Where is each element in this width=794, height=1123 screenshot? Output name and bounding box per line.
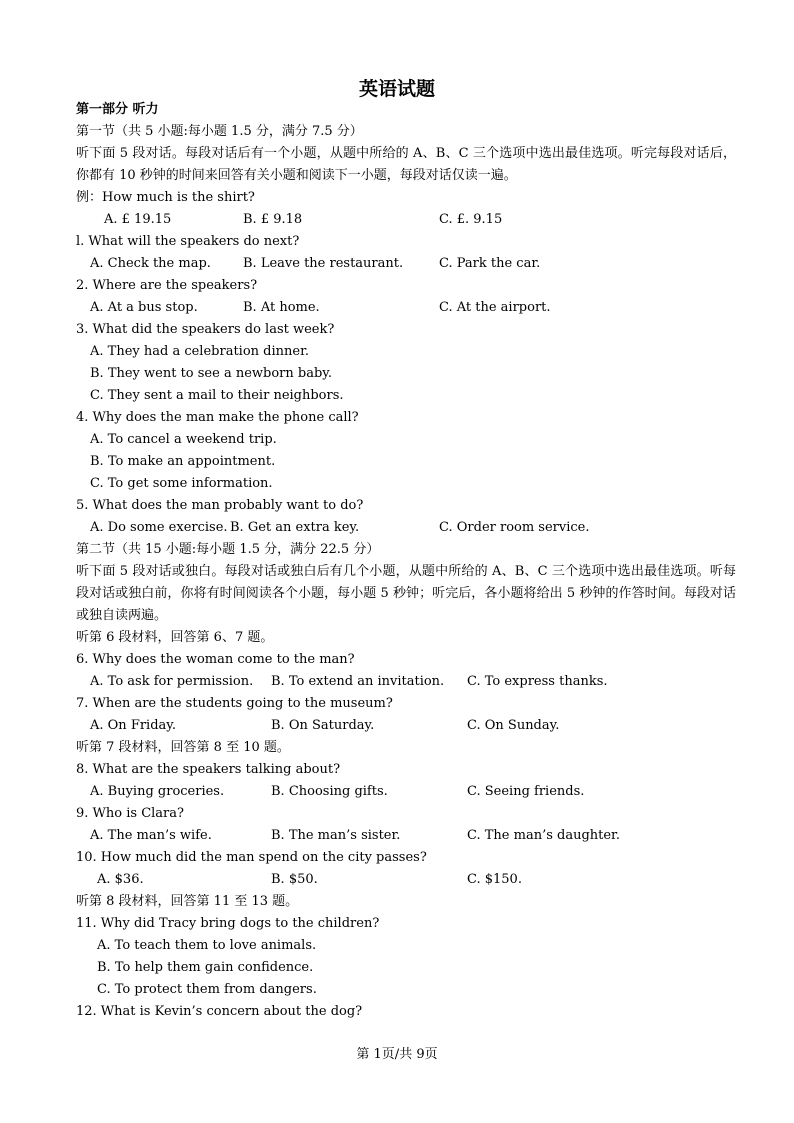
question-options — [76, 671, 736, 693]
option-b: B. Choosing gifts. — [271, 784, 388, 799]
option-b: B. To make an appointment. — [90, 454, 276, 469]
option-c: C. On Sunday. — [467, 718, 560, 733]
option-b: B. On Saturday. — [271, 718, 375, 733]
option-a: A. Buying groceries. — [90, 784, 225, 799]
page-number: 第 1页/共 9页 — [356, 1047, 438, 1062]
option-a: A. To cancel a weekend trip. — [90, 432, 277, 447]
option-b: B. £ 9.18 — [243, 212, 303, 227]
question-options — [76, 869, 736, 891]
example-options — [76, 209, 736, 231]
question-options — [76, 825, 736, 847]
material-note: 听第 6 段材料，回答第 6、7 题。 — [76, 630, 274, 645]
question-stem: 11. Why did Tracy bring dogs to the children? — [76, 916, 380, 931]
section-heading: 第一节（共 5 小题:每小题 1.5 分，满分 7.5 分） — [76, 124, 363, 139]
question-stem: 5. What does the man probably want to do? — [76, 498, 364, 513]
option-b: B. At home. — [243, 300, 320, 315]
option-c: C. At the airport. — [439, 300, 551, 315]
question-stem: 4. Why does the man make the phone call? — [76, 410, 359, 425]
option-c: C. $150. — [467, 872, 522, 887]
option-a: A. At a bus stop. — [90, 300, 198, 315]
option-a: A. Do some exercise. — [90, 520, 228, 535]
option-c: C. Seeing friends. — [467, 784, 585, 799]
material-note: 听第 7 段材料，回答第 8 至 10 题。 — [76, 740, 290, 755]
option-a: A. £ 19.15 — [104, 212, 172, 227]
part-heading: 第一部分 听力 — [76, 102, 159, 117]
option-c: C. £. 9.15 — [439, 212, 503, 227]
section-instructions: 听下面 5 段对话。每段对话后有一个小题，从题中所给的 A、B、C 三个选项中选出最佳选项。听完每段对话后，你都有 10 秒钟的时间来回答有关小题和阅读下一小题，每段对话仅读一遍。 — [76, 146, 736, 183]
section-heading: 第二节（共 15 小题:每小题 1.5 分，满分 22.5 分） — [76, 542, 380, 557]
question-stem: 9. Who is Clara? — [76, 806, 184, 821]
option-a: A. $36. — [97, 872, 144, 887]
option-b: B. $50. — [271, 872, 318, 887]
option-c: C. Park the car. — [439, 256, 541, 271]
option-b: B. Leave the restaurant. — [243, 256, 404, 271]
question-stem: 10. How much did the man spend on the city passes? — [76, 850, 427, 865]
option-c: C. To get some information. — [90, 476, 273, 491]
option-b: B. The man’s sister. — [271, 828, 401, 843]
section-instructions: 听下面 5 段对话或独白。每段对话或独白后有几个小题，从题中所给的 A、B、C 三个选项中选出最佳选项。听每段对话或独白前，你将有时间阅读各个小题，每小题 5 秒钟；听完后，各小题将给出 5 秒钟的作答时间。每段对话或独自读两遍。 — [76, 564, 736, 623]
question-stem: 2. Where are the speakers? — [76, 278, 258, 293]
option-c: C. The man’s daughter. — [467, 828, 620, 843]
question-options — [76, 715, 736, 737]
option-b: B. To help them gain confidence. — [97, 960, 314, 975]
material-note: 听第 8 段材料，回答第 11 至 13 题。 — [76, 894, 299, 909]
exam-content — [76, 99, 736, 1023]
option-a: A. On Friday. — [90, 718, 177, 733]
option-b: B. Get an extra key. — [230, 520, 360, 535]
question-options — [76, 517, 736, 539]
question-stem: 7. When are the students going to the museum? — [76, 696, 393, 711]
question-options — [76, 297, 736, 319]
option-a: A. To teach them to love animals. — [97, 938, 317, 953]
question-stem: 6. Why does the woman come to the man? — [76, 652, 355, 667]
question-stem: 3. What did the speakers do last week? — [76, 322, 335, 337]
question-options — [76, 781, 736, 803]
option-b: B. To extend an invitation. — [271, 674, 445, 689]
example-stem: 例：How much is the shirt? — [76, 190, 255, 205]
option-a: A. Check the map. — [90, 256, 211, 271]
option-a: A. The man’s wife. — [90, 828, 212, 843]
option-a: A. They had a celebration dinner. — [90, 344, 309, 359]
option-b: B. They went to see a newborn baby. — [90, 366, 333, 381]
option-c: C. They sent a mail to their neighbors. — [90, 388, 344, 403]
option-a: A. To ask for permission. — [90, 674, 254, 689]
option-c: C. To protect them from dangers. — [97, 982, 317, 997]
option-c: C. Order room service. — [439, 520, 590, 535]
question-stem: l. What will the speakers do next? — [76, 234, 300, 249]
page-title: 英语试题 — [358, 78, 435, 100]
question-stem: 12. What is Kevin’s concern about the dog? — [76, 1004, 363, 1019]
question-options — [76, 253, 736, 275]
question-stem: 8. What are the speakers talking about? — [76, 762, 341, 777]
option-c: C. To express thanks. — [467, 674, 608, 689]
